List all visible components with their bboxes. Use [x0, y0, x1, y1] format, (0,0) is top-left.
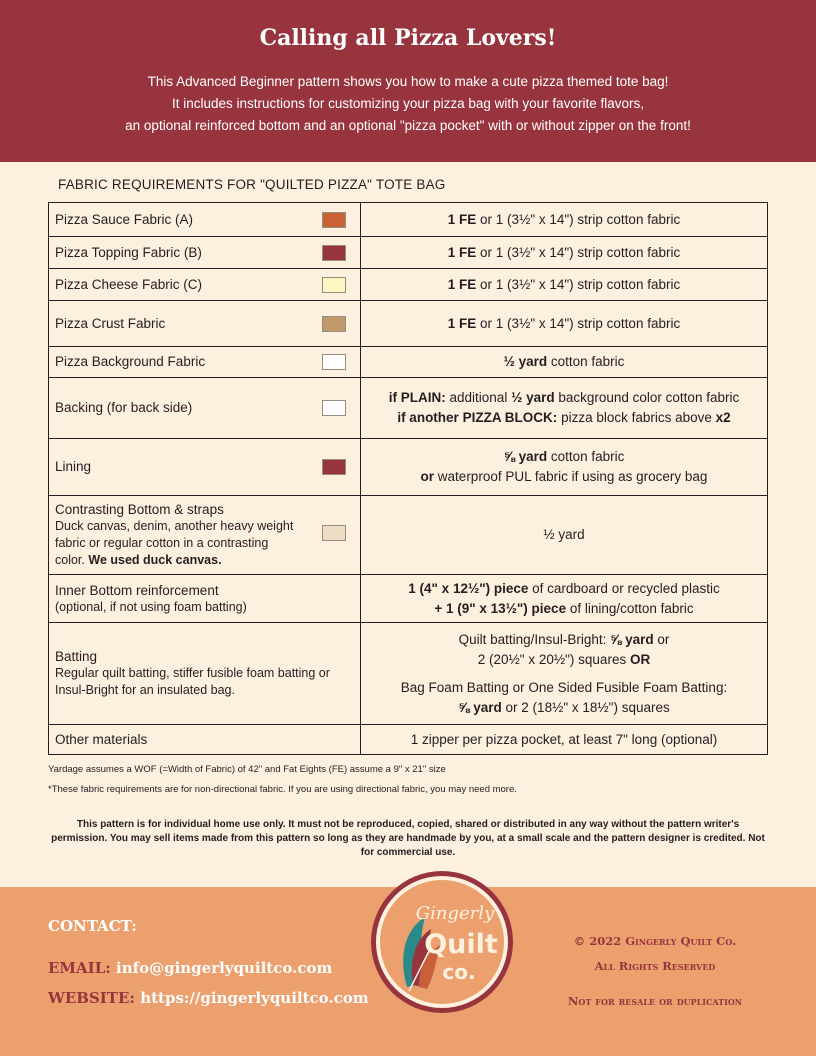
logo-text-gingerly: Gingerly	[415, 903, 495, 924]
req-text: of lining/cotton fabric	[566, 600, 694, 616]
req-bold: 1 FE	[447, 276, 477, 292]
row-label: Backing (for back side)	[55, 400, 193, 415]
req-text: ½ yard	[543, 527, 585, 542]
req-text: cotton fabric	[547, 449, 625, 464]
req-bold: ½ yard	[511, 390, 555, 405]
table-row	[49, 439, 768, 496]
resale-notice: Not for resale or duplication	[567, 994, 743, 1008]
legal-notice: This pattern is for individual home use only. It must not be reproduced, copied, shared or distributed in any way without the pattern writer's permission. You may sell items made from this pattern so long as they are handmade by you, at a small scale and the pattern designer is credited. Not for commercial use.	[51, 819, 765, 858]
req-text: or 1 (3½" x 14") strip cotton fabric	[476, 211, 681, 227]
row-description-bold: We used duck canvas.	[88, 553, 222, 567]
row-label: Other materials	[55, 731, 148, 747]
email-line	[48, 959, 332, 977]
req-text: additional	[445, 390, 512, 405]
contact-title: CONTACT:	[48, 917, 137, 935]
intro-line: This Advanced Beginner pattern shows you how to make a cute pizza themed tote bag!	[147, 74, 669, 89]
table-row	[49, 237, 768, 269]
row-label: Pizza Topping Fabric (B)	[55, 244, 202, 260]
row-label: Pizza Sauce Fabric (A)	[55, 211, 194, 227]
table-row	[49, 269, 768, 301]
req-text: waterproof PUL fabric if using as grocery bag	[434, 469, 708, 484]
email-link[interactable]: info@gingerlyquiltco.com	[116, 959, 333, 977]
req-bold: ⅝ yard	[610, 631, 654, 647]
gingerly-quilt-logo	[369, 869, 515, 1015]
row-description: Duck canvas, denim, another heavy weight fabric or regular cotton in a contrasting color.	[55, 519, 294, 567]
req-bold: 1 FE	[447, 244, 477, 260]
table-row	[49, 378, 768, 439]
intro-line: It includes instructions for customizing your pizza bag with your favorite flavors,	[172, 96, 644, 111]
req-bold: if PLAIN:	[388, 390, 446, 405]
row-label: Contrasting Bottom & straps	[55, 502, 224, 517]
req-text: or 1 (3½" x 14") strip cotton fabric	[476, 276, 681, 292]
section-title: FABRIC REQUIREMENTS FOR "QUILTED PIZZA" TOTE BAG	[58, 177, 446, 192]
req-bold: ⅝ yard	[458, 699, 502, 715]
copyright: © 2022 Gingerly Quilt Co.	[573, 934, 737, 948]
intro-line: an optional reinforced bottom and an optional "pizza pocket" with or without zipper on the front!	[125, 118, 691, 133]
intro-text	[0, 71, 816, 137]
color-swatch	[322, 316, 346, 332]
color-swatch	[322, 459, 346, 475]
color-swatch	[322, 212, 346, 228]
email-label: EMAIL:	[48, 959, 111, 977]
website-link[interactable]: https://gingerlyquiltco.com	[140, 989, 369, 1007]
req-bold: + 1 (9" x 13½") piece	[434, 600, 567, 616]
req-bold: ½ yard	[503, 354, 548, 369]
color-swatch	[322, 400, 346, 416]
website-line	[48, 989, 369, 1007]
req-bold: 1 FE	[447, 211, 477, 227]
req-text: of cardboard or recycled plastic	[528, 580, 720, 596]
req-bold: x2	[715, 410, 731, 425]
logo-text-co: co.	[442, 960, 476, 984]
color-swatch	[322, 277, 346, 293]
req-bold: 1 FE	[447, 315, 477, 331]
table-row	[49, 496, 768, 575]
req-text: or	[653, 631, 670, 647]
table-row	[49, 347, 768, 378]
rights-reserved: All Rights Reserved	[594, 959, 716, 973]
header-banner	[0, 0, 816, 162]
req-text: cotton fabric	[547, 354, 625, 369]
row-description: (optional, if not using foam batting)	[55, 599, 247, 614]
row-label: Pizza Background Fabric	[55, 354, 206, 369]
req-text: Quilt batting/Insul-Bright:	[458, 631, 611, 647]
row-label: Pizza Cheese Fabric (C)	[55, 276, 203, 292]
req-bold: if another PIZZA BLOCK:	[397, 410, 558, 425]
page-title: Calling all Pizza Lovers!	[259, 25, 557, 51]
logo-text-quilt: Quilt	[424, 929, 498, 960]
website-label: WEBSITE:	[48, 989, 135, 1007]
req-bold: or	[420, 469, 435, 484]
req-bold: 1 (4" x 12½") piece	[408, 580, 529, 596]
req-text: or 1 (3½" x 14") strip cotton fabric	[476, 244, 681, 260]
fabric-requirements-table	[48, 202, 768, 755]
req-text: or 2 (18½" x 18½") squares	[501, 699, 670, 715]
req-text: pizza block fabrics above	[557, 410, 716, 425]
table-row	[49, 575, 768, 623]
row-description: Regular quilt batting, stiffer fusible foam batting or Insul-Bright for an insulated bag.	[55, 666, 330, 697]
req-text: 1 zipper per pizza pocket, at least 7" long (optional)	[410, 731, 718, 747]
table-row	[49, 725, 768, 755]
req-text: background color cotton fabric	[554, 390, 740, 405]
table-row	[49, 301, 768, 347]
req-bold: OR	[629, 651, 651, 667]
color-swatch	[322, 525, 346, 541]
color-swatch	[322, 354, 346, 370]
row-label: Batting	[55, 649, 98, 664]
req-text: or 1 (3½" x 14") strip cotton fabric	[476, 315, 681, 331]
req-bold: ⅝ yard	[503, 449, 548, 464]
directional-note: *These fabric requirements are for non-directional fabric. If you are using directional fabric, you may need more.	[48, 784, 517, 795]
req-text: Bag Foam Batting or One Sided Fusible Foam Batting:	[400, 679, 728, 695]
color-swatch	[322, 245, 346, 261]
yardage-note: Yardage assumes a WOF (=Width of Fabric) of 42" and Fat Eights (FE) assume a 9" x 21" size	[48, 764, 446, 775]
row-label: Inner Bottom reinforcement	[55, 582, 219, 598]
req-text: 2 (20½" x 20½") squares	[477, 651, 630, 667]
footer	[0, 887, 816, 1056]
table-row	[49, 623, 768, 725]
row-label: Lining	[55, 459, 92, 474]
table-row	[49, 203, 768, 237]
row-label: Pizza Crust Fabric	[55, 315, 166, 331]
